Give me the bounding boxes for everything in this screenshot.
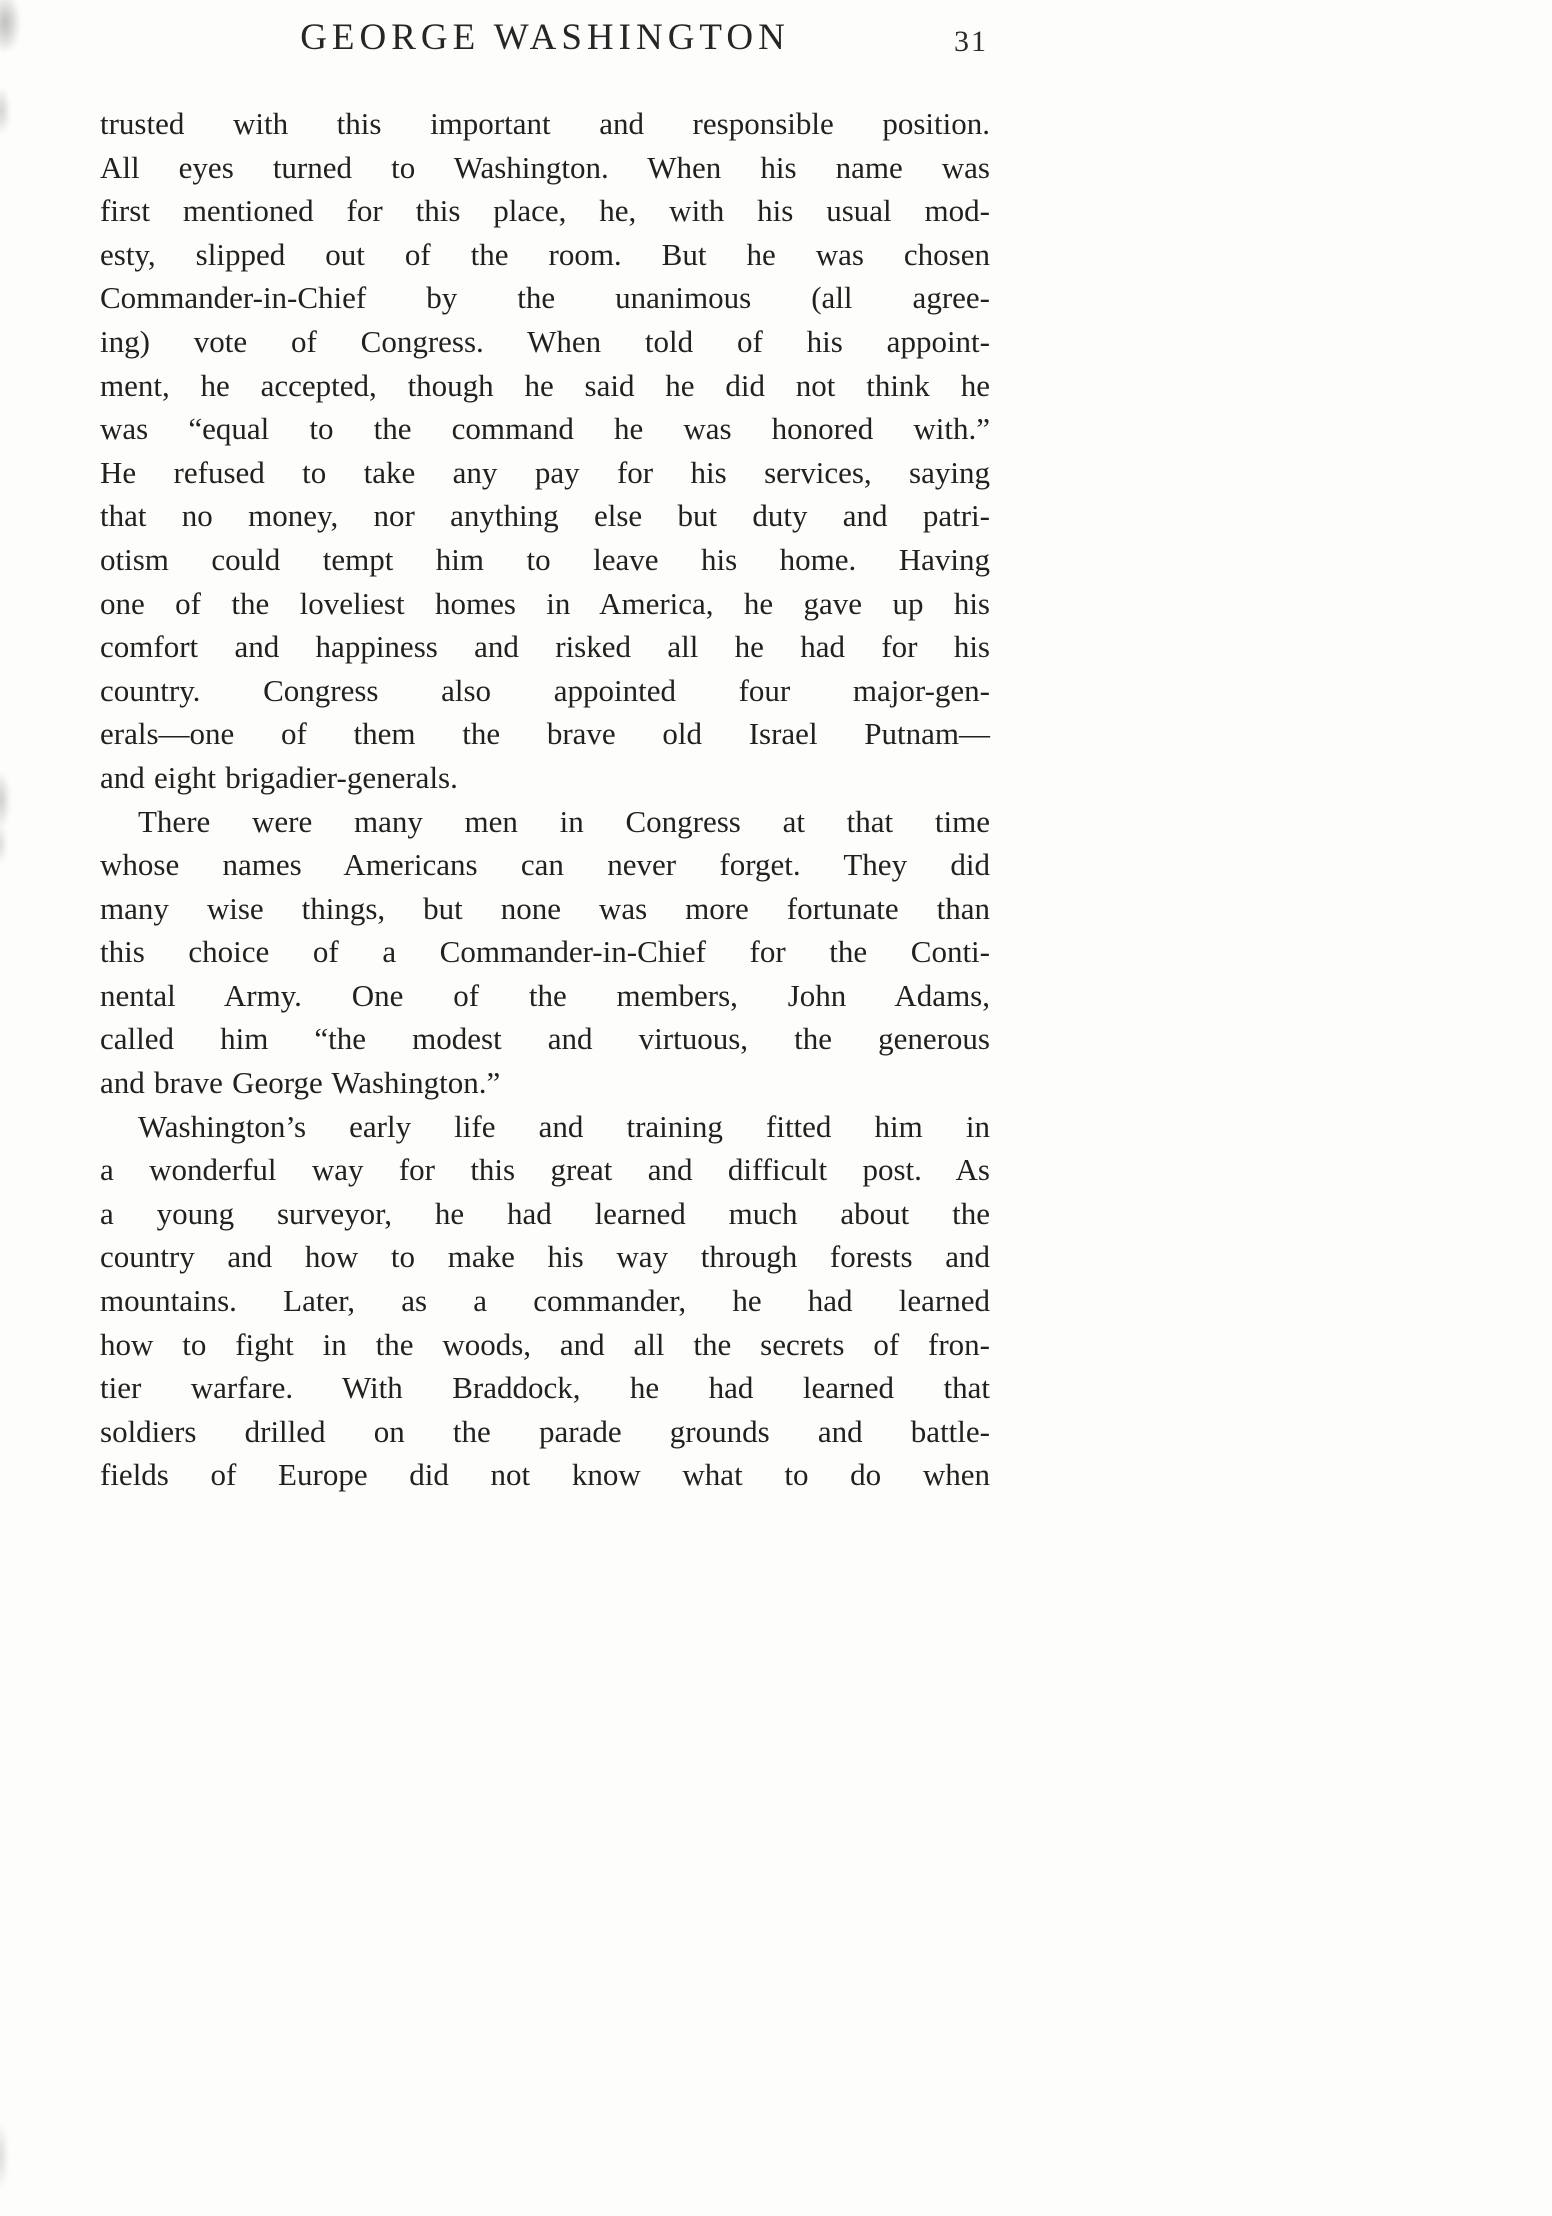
text-line: and eight brigadier-generals. [100,759,458,795]
text-line: esty, slipped out of the room. But he was chosen [100,236,990,272]
text-line: and brave George Washington.” [100,1065,501,1101]
text-line: comfort and happiness and risked all he had for his [100,629,990,665]
scan-artifact [0,772,10,828]
text-line: tier warfare. With Braddock, he had learned that [100,1370,990,1406]
text-line: He refused to take any pay for his services, saying [100,454,990,490]
text-line: otism could tempt him to leave his home. Having [100,541,990,577]
text-line: called him “the modest and virtuous, the generous [100,1021,990,1057]
text-line: one of the loveliest homes in America, he gave up his [100,585,990,621]
text-line: trusted with this important and responsible position. [100,106,990,141]
text-line: this choice of a Commander-in-Chief for the Conti- [100,934,990,970]
text-line: soldiers drilled on the parade grounds and battle- [100,1413,990,1449]
text-line: whose names Americans can never forget. They did [100,847,990,883]
page-number: 31 [954,25,988,58]
text-line: a young surveyor, he had learned much about the [100,1195,990,1231]
scan-artifact [0,2124,8,2188]
text-line: mountains. Later, as a commander, he had learned [100,1283,990,1319]
text-line: ing) vote of Congress. When told of his appoint- [100,323,990,359]
text-line: a wonderful way for this great and difficult post. As [100,1152,990,1188]
text-line: country and how to make his way through forests and [100,1239,990,1275]
text-line: country. Congress also appointed four major-gen- [100,672,990,708]
page-title: GEORGE WASHINGTON [300,17,790,58]
scan-artifact [0,824,7,864]
text-line: many wise things, but none was more fortunate than [100,890,990,926]
page-header [100,16,990,72]
text-line: All eyes turned to Washington. When his name was [100,149,990,185]
text-line: first mentioned for this place, he, with his usual mod- [100,193,990,229]
text-line: how to fight in the woods, and all the secrets of fron- [100,1326,990,1362]
text-line: Washington’s early life and training fitted him in [138,1108,990,1144]
text-block [100,16,990,1497]
scan-artifact [0,88,10,134]
text-line: Commander-in-Chief by the unanimous (all agree- [100,280,990,316]
text-line: that no money, nor anything else but duty and patri- [100,498,990,534]
text-line: ment, he accepted, though he said he did not think he [100,367,990,403]
text-line: There were many men in Congress at that time [138,803,990,839]
scan-artifact [0,0,20,52]
body-text [100,102,990,1497]
text-line: fields of Europe did not know what to do when [100,1457,990,1493]
text-line: nental Army. One of the members, John Adams, [100,977,990,1013]
text-line: was “equal to the command he was honored with.” [100,411,990,447]
text-line: erals—one of them the brave old Israel Putnam— [100,716,990,752]
